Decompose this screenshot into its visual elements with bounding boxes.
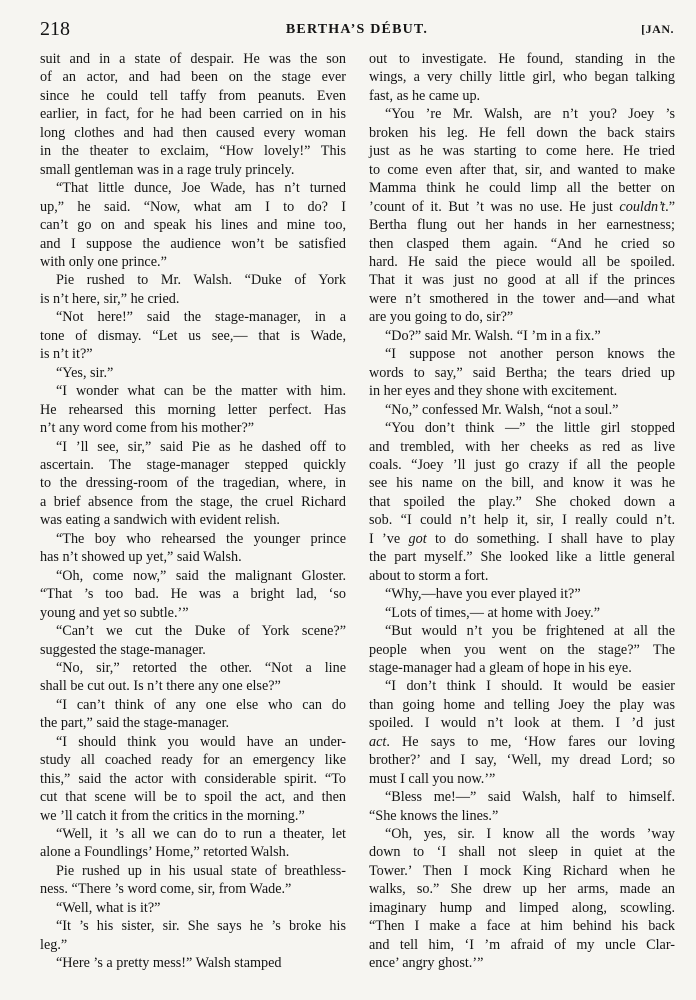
text-line: Pie rushed up in his usual state of breathless- [56, 862, 346, 879]
text-line: broken his leg. He fell down the back stairs [369, 124, 675, 141]
text-line: cut that scene will be to spoil the act, and then [40, 789, 346, 806]
text-line: “I wonder what can be the matter with him. [56, 383, 346, 400]
text-line: walks, so.” She drew up her arms, made an [369, 881, 675, 898]
text-line: ’count of it. But ’t was no use. He just couldn’t.” [369, 198, 675, 215]
paragraph [369, 622, 675, 677]
paragraph [40, 917, 346, 954]
text-line: “It ’s his sister, sir. She says he ’s broke his [56, 918, 346, 935]
text-line: to the dressing-room of the tragedian, where, in [40, 475, 346, 492]
paragraph [40, 696, 346, 733]
text-line: then clasped them again. “And he cried so [369, 235, 675, 252]
paragraph [369, 419, 675, 585]
text-line: ascertain. The stage-manager stepped quickly [40, 456, 346, 473]
paragraph [40, 438, 346, 530]
paragraph [369, 105, 675, 326]
text-line: n’t any word come from his mother?” [40, 420, 255, 437]
paragraph [369, 401, 675, 419]
text-line: That it was just no good at all if the princes [369, 272, 675, 289]
paragraph [369, 585, 675, 603]
paragraph [40, 50, 346, 179]
paragraph [369, 788, 675, 825]
text-line: than going home and telling Joey the play was [369, 696, 675, 713]
text-line: earlier, in fact, for he had been carried on in his [40, 106, 346, 123]
running-header [40, 18, 674, 44]
paragraph [40, 382, 346, 437]
text-line: “Lots of times,— at home with Joey.” [385, 604, 601, 621]
paragraph [369, 604, 675, 622]
text-line: “That ’s too bad. He was a bright lad, ‘so [40, 586, 346, 603]
page-number: 218 [40, 18, 70, 40]
text-line: down to ‘I shall not sleep in quiet at the [369, 844, 675, 861]
text-line: alone a Foundlings’ Home,” retorted Walsh. [40, 844, 290, 861]
text-line: act. He says to me, ‘How fares our loving [369, 733, 675, 750]
text-line: “Well, what is it?” [56, 899, 161, 916]
text-line: long clothes and had then caused every woman [40, 124, 346, 141]
text-line: are you going to do, sir?” [369, 309, 514, 326]
text-line: up,” he said. “Now, what am I to do? I [40, 198, 346, 215]
text-line: He rehearsed this morning letter perfect. Has [40, 401, 346, 418]
text-line: “The boy who rehearsed the younger prince [56, 530, 346, 547]
paragraph [40, 364, 346, 382]
text-line: fast, as he came up. [369, 87, 481, 104]
text-line: and tell him, ‘I ’m afraid of my uncle Clar- [369, 936, 675, 953]
text-line: “Well, it ’s all we can do to run a theater, let [56, 826, 346, 843]
text-line: this,” said the actor with considerable spirit. “To [40, 770, 346, 787]
text-line: tone of dismay. “Let us see,— that is Wade, [40, 327, 346, 344]
text-line: Pie rushed to Mr. Walsh. “Duke of York [56, 272, 346, 289]
text-line: out to investigate. He found, standing in the [369, 51, 675, 67]
text-line: “You don’t think —” the little girl stopped [385, 420, 675, 437]
text-line: is n’t here, sir,” he cried. [40, 290, 180, 307]
text-line: to come even after that, sir, and wanted to make [369, 161, 675, 178]
paragraph [40, 308, 346, 363]
text-line: the part,” said the stage-manager. [40, 715, 230, 732]
paragraph [40, 567, 346, 622]
left-column [40, 50, 346, 973]
text-line: were n’t smothered in the tower and—and what [369, 290, 675, 307]
text-line: we ’ll catch it from the critics in the morning.” [40, 807, 305, 824]
paragraph [40, 659, 346, 696]
text-line: has n’t showed up yet,” said Walsh. [40, 549, 242, 566]
right-column [369, 50, 675, 973]
text-line: hard. He said the piece would all be spoiled. [369, 253, 675, 270]
text-line: “Bless me!—” said Walsh, half to himself. [385, 789, 675, 806]
text-line: “That little dunce, Joe Wade, has n’t turned [56, 180, 346, 197]
text-line: “Yes, sir.” [56, 364, 114, 381]
text-line: “She knows the lines.” [369, 807, 499, 824]
text-line: was eating a sandwich with evident relish. [40, 512, 280, 529]
paragraph [369, 345, 675, 400]
text-line: suit and in a state of despair. He was the son [40, 51, 346, 67]
text-line: a brief absence from the stage, the cruel Richard [40, 493, 346, 510]
text-line: see his name on the bill, and know it was he [369, 475, 675, 492]
text-line: is n’t it?” [40, 346, 93, 363]
text-line: “Then I make a face at him behind his back [369, 918, 675, 935]
text-line: “No, sir,” retorted the other. “Not a line [56, 659, 346, 676]
text-line: study all coached ready for an emergency like [40, 752, 346, 769]
text-line: imaginary hump and limped along, scowling. [369, 899, 675, 916]
paragraph [40, 733, 346, 825]
text-line: spoiled. I would n’t look at them. I ’d just [369, 715, 675, 732]
text-line: coals. “Joey ’ll just go crazy if all the people [369, 456, 675, 473]
text-line: and trembled, with her cheeks as red as live [369, 438, 675, 455]
text-line: that spoiled the play.” She choked down a [369, 493, 675, 510]
text-line: “You ’re Mr. Walsh, are n’t you? Joey ’s [385, 106, 675, 123]
text-line: “Do?” said Mr. Walsh. “I ’m in a fix.” [385, 327, 601, 344]
text-line: since he could tell taffy from peanuts. Even [40, 87, 346, 104]
text-line: shall be cut out. Is n’t there any one else?” [40, 678, 281, 695]
text-line: Mamma think he could limp all the better on [369, 180, 675, 197]
text-line: in her eyes and they shone with excitement. [369, 383, 618, 400]
text-line: brother?’ and I say, ‘Well, my dread Lord; so [369, 752, 675, 769]
text-line: “Not here!” said the stage-manager, in a [56, 309, 346, 326]
paragraph [40, 825, 346, 862]
text-line: about to storm a fort. [369, 567, 489, 584]
text-line: leg.” [40, 936, 68, 953]
paragraph [40, 862, 346, 899]
text-line: suggested the stage-manager. [40, 641, 206, 658]
paragraph [369, 50, 675, 105]
text-line: must I call you now.’” [369, 770, 496, 787]
text-line: “I should think you would have an under- [56, 733, 346, 750]
text-line: wings, a very chilly little girl, who began talking [369, 69, 675, 86]
paragraph [40, 179, 346, 271]
text-line: “I don’t think I should. It would be easier [385, 678, 675, 695]
text-line: “Here ’s a pretty mess!” Walsh stamped [56, 955, 282, 972]
text-line: “Oh, come now,” said the malignant Gloster. [56, 567, 346, 584]
text-line: sob. “I could n’t help it, sir, I really could n’t. [369, 512, 675, 529]
text-line: Tower.’ Then I mock King Richard when he [369, 862, 675, 879]
paragraph [40, 622, 346, 659]
running-title: BERTHA’S DÉBUT. [285, 22, 429, 37]
text-line: “Can’t we cut the Duke of York scene?” [56, 623, 346, 640]
paragraph [369, 677, 675, 788]
text-line: and I suppose the audience won’t be satisfied [40, 235, 346, 252]
text-line: in the theater to exclaim, “How lovely!” This [40, 143, 346, 160]
text-line: the part myself.” She looked like a little general [369, 549, 675, 566]
text-line: words to say,” said Bertha; the tears dried up [369, 364, 675, 381]
text-line: people when you went on the stage?” The [369, 641, 675, 658]
paragraph [40, 954, 346, 972]
text-line: “I can’t think of any one else who can do [56, 696, 346, 713]
text-line: just as he was starting to come here. He tried [369, 143, 675, 160]
paragraph [40, 530, 346, 567]
text-line: “I suppose not another person knows the [385, 346, 675, 363]
text-line: ence’ angry ghost.’” [369, 955, 484, 972]
text-line: small gentleman was in a rage truly princely. [40, 161, 295, 178]
text-line: I ’ve got to do something. I shall have to play [369, 530, 675, 547]
text-line: “Why,—have you ever played it?” [385, 586, 581, 603]
text-line: “Oh, yes, sir. I know all the words ’way [385, 826, 675, 843]
text-line: “I ’ll see, sir,” said Pie as he dashed off to [56, 438, 346, 455]
paragraph [40, 899, 346, 917]
text-line: of an actor, and had been on the stage ever [40, 69, 346, 86]
issue-month: [JAN. [641, 22, 674, 36]
text-line: with only one prince.” [40, 253, 167, 270]
paragraph [40, 271, 346, 308]
text-line: young and yet so subtle.’” [40, 604, 189, 621]
text-line: can’t go on and speak his lines and mine too, [40, 217, 346, 234]
paragraph [369, 327, 675, 345]
text-line: “But would n’t you be frightened at all the [385, 623, 675, 640]
text-line: ness. “There ’s word come, sir, from Wade.” [40, 881, 292, 898]
text-line: Bertha flung out her hands in her earnestness; [369, 217, 675, 234]
text-line: stage-manager had a gleam of hope in his eye. [369, 659, 632, 676]
text-line: “No,” confessed Mr. Walsh, “not a soul.” [385, 401, 619, 418]
paragraph [369, 825, 675, 973]
